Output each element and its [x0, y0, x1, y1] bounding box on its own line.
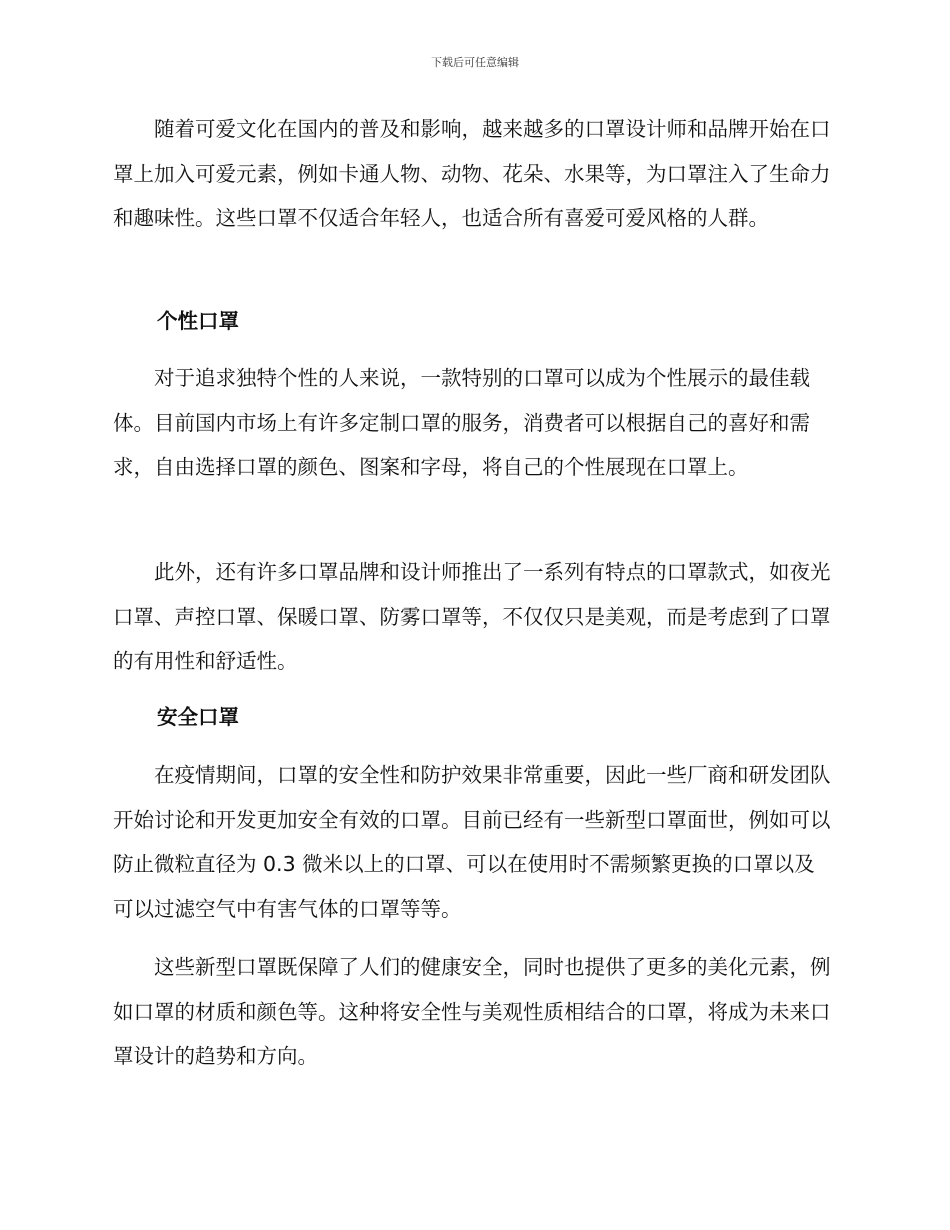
personal-paragraph-1: 对于追求独特个性的人来说，一款特别的口罩可以成为个性展示的最佳载体。目前国内市场上有许多定制口罩的服务，消费者可以根据自己的喜好和需求，自由选择口罩的颜色、图案和字母，将自己的个性展现在口罩上。: [113, 366, 810, 479]
safety-paragraph-1: 在疫情期间，口罩的安全性和防护效果非常重要，因此一些厂商和研发团队开始讨论和开发更加安全有效的口罩。目前已经有一些新型口罩面世，例如可以防止微粒直径为 0.3 微米以上的口罩、可以在使用时不需频繁更换的口罩以及可以过滤空气中有害气体的口罩等等。: [113, 763, 831, 921]
header-note: 下载后可任意编辑: [431, 56, 519, 69]
section-heading-personal: 个性口罩: [157, 309, 239, 333]
section-heading-safety: 安全口罩: [157, 705, 239, 729]
intro-paragraph: 随着可爱文化在国内的普及和影响，越来越多的口罩设计师和品牌开始在口罩上加入可爱元素，例如卡通人物、动物、花朵、水果等，为口罩注入了生命力和趣味性。这些口罩不仅适合年轻人，也适合所有喜爱可爱风格的人群。: [113, 117, 831, 230]
personal-paragraph-2: 此外，还有许多口罩品牌和设计师推出了一系列有特点的口罩款式，如夜光口罩、声控口罩、保暖口罩、防雾口罩等，不仅仅只是美观，而是考虑到了口罩的有用性和舒适性。: [113, 560, 831, 673]
safety-paragraph-2: 这些新型口罩既保障了人们的健康安全，同时也提供了更多的美化元素，例如口罩的材质和颜色等。这种将安全性与美观性质相结合的口罩，将成为未来口罩设计的趋势和方向。: [113, 955, 831, 1068]
